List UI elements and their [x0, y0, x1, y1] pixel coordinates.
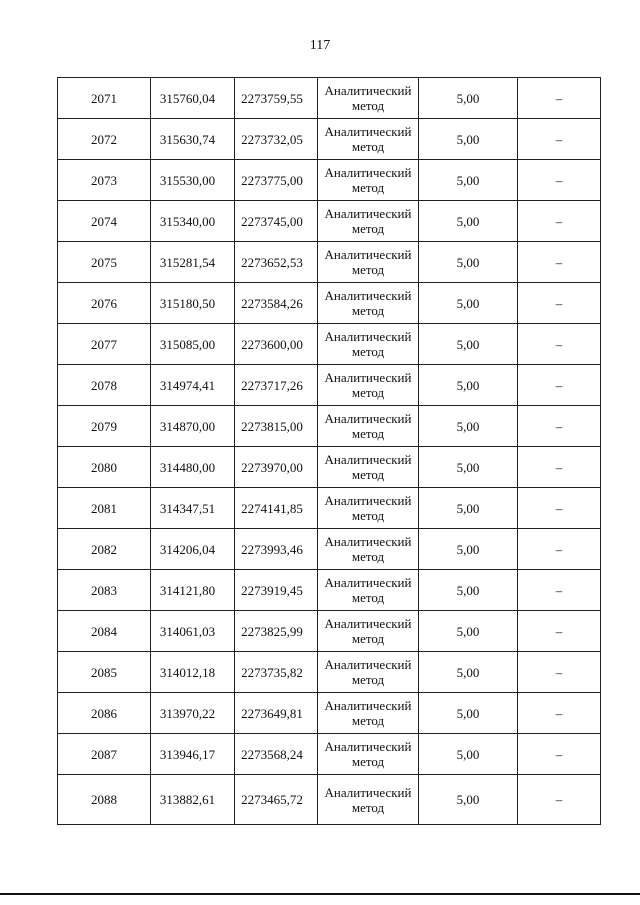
note-cell: – [518, 324, 601, 365]
method-cell: Аналитический метод [318, 693, 419, 734]
note-cell: – [518, 447, 601, 488]
x-coordinate-cell: 313970,22 [151, 693, 235, 734]
table-row [58, 611, 601, 652]
method-cell: Аналитический метод [318, 447, 419, 488]
x-coordinate-cell: 314206,04 [151, 529, 235, 570]
page-bottom-rule [0, 893, 640, 895]
x-coordinate-cell: 314480,00 [151, 447, 235, 488]
x-coordinate-cell: 315180,50 [151, 283, 235, 324]
x-coordinate-cell: 313882,61 [151, 775, 235, 825]
method-cell: Аналитический метод [318, 119, 419, 160]
method-cell: Аналитический метод [318, 242, 419, 283]
method-cell: Аналитический метод [318, 283, 419, 324]
method-cell: Аналитический метод [318, 734, 419, 775]
point-number-cell: 2086 [58, 693, 151, 734]
x-coordinate-cell: 315281,54 [151, 242, 235, 283]
note-cell: – [518, 242, 601, 283]
point-number-cell: 2083 [58, 570, 151, 611]
table-row [58, 78, 601, 119]
point-number-cell: 2080 [58, 447, 151, 488]
x-coordinate-cell: 315085,00 [151, 324, 235, 365]
coordinates-table-body [58, 78, 601, 825]
method-cell: Аналитический метод [318, 160, 419, 201]
table-row [58, 160, 601, 201]
point-number-cell: 2072 [58, 119, 151, 160]
y-coordinate-cell: 2273919,45 [235, 570, 318, 611]
y-coordinate-cell: 2273735,82 [235, 652, 318, 693]
point-number-cell: 2082 [58, 529, 151, 570]
accuracy-cell: 5,00 [419, 488, 518, 529]
point-number-cell: 2084 [58, 611, 151, 652]
accuracy-cell: 5,00 [419, 242, 518, 283]
accuracy-cell: 5,00 [419, 78, 518, 119]
y-coordinate-cell: 2273652,53 [235, 242, 318, 283]
table-row [58, 570, 601, 611]
point-number-cell: 2075 [58, 242, 151, 283]
table-row [58, 529, 601, 570]
y-coordinate-cell: 2273568,24 [235, 734, 318, 775]
note-cell: – [518, 611, 601, 652]
y-coordinate-cell: 2273759,55 [235, 78, 318, 119]
x-coordinate-cell: 314061,03 [151, 611, 235, 652]
x-coordinate-cell: 314974,41 [151, 365, 235, 406]
table-row [58, 242, 601, 283]
table-row [58, 488, 601, 529]
method-cell: Аналитический метод [318, 365, 419, 406]
x-coordinate-cell: 315530,00 [151, 160, 235, 201]
accuracy-cell: 5,00 [419, 570, 518, 611]
y-coordinate-cell: 2273970,00 [235, 447, 318, 488]
accuracy-cell: 5,00 [419, 734, 518, 775]
x-coordinate-cell: 313946,17 [151, 734, 235, 775]
point-number-cell: 2079 [58, 406, 151, 447]
y-coordinate-cell: 2273465,72 [235, 775, 318, 825]
method-cell: Аналитический метод [318, 78, 419, 119]
method-cell: Аналитический метод [318, 324, 419, 365]
table-row [58, 324, 601, 365]
y-coordinate-cell: 2273993,46 [235, 529, 318, 570]
table-row [58, 119, 601, 160]
accuracy-cell: 5,00 [419, 201, 518, 242]
note-cell: – [518, 529, 601, 570]
note-cell: – [518, 283, 601, 324]
method-cell: Аналитический метод [318, 570, 419, 611]
x-coordinate-cell: 314347,51 [151, 488, 235, 529]
y-coordinate-cell: 2273775,00 [235, 160, 318, 201]
y-coordinate-cell: 2273745,00 [235, 201, 318, 242]
y-coordinate-cell: 2273649,81 [235, 693, 318, 734]
point-number-cell: 2071 [58, 78, 151, 119]
point-number-cell: 2088 [58, 775, 151, 825]
x-coordinate-cell: 315760,04 [151, 78, 235, 119]
point-number-cell: 2074 [58, 201, 151, 242]
accuracy-cell: 5,00 [419, 652, 518, 693]
method-cell: Аналитический метод [318, 406, 419, 447]
method-cell: Аналитический метод [318, 488, 419, 529]
y-coordinate-cell: 2273717,26 [235, 365, 318, 406]
method-cell: Аналитический метод [318, 529, 419, 570]
page-number: 117 [309, 38, 331, 53]
accuracy-cell: 5,00 [419, 283, 518, 324]
table-row [58, 447, 601, 488]
accuracy-cell: 5,00 [419, 119, 518, 160]
y-coordinate-cell: 2274141,85 [235, 488, 318, 529]
x-coordinate-cell: 315630,74 [151, 119, 235, 160]
method-cell: Аналитический метод [318, 201, 419, 242]
table-row [58, 693, 601, 734]
table-row [58, 734, 601, 775]
y-coordinate-cell: 2273815,00 [235, 406, 318, 447]
note-cell: – [518, 693, 601, 734]
point-number-cell: 2077 [58, 324, 151, 365]
accuracy-cell: 5,00 [419, 160, 518, 201]
accuracy-cell: 5,00 [419, 693, 518, 734]
note-cell: – [518, 570, 601, 611]
method-cell: Аналитический метод [318, 611, 419, 652]
note-cell: – [518, 775, 601, 825]
accuracy-cell: 5,00 [419, 324, 518, 365]
accuracy-cell: 5,00 [419, 447, 518, 488]
note-cell: – [518, 78, 601, 119]
accuracy-cell: 5,00 [419, 529, 518, 570]
table-row [58, 406, 601, 447]
table-row [58, 775, 601, 825]
accuracy-cell: 5,00 [419, 406, 518, 447]
accuracy-cell: 5,00 [419, 611, 518, 652]
x-coordinate-cell: 314870,00 [151, 406, 235, 447]
x-coordinate-cell: 315340,00 [151, 201, 235, 242]
note-cell: – [518, 365, 601, 406]
accuracy-cell: 5,00 [419, 365, 518, 406]
y-coordinate-cell: 2273825,99 [235, 611, 318, 652]
point-number-cell: 2076 [58, 283, 151, 324]
point-number-cell: 2085 [58, 652, 151, 693]
x-coordinate-cell: 314121,80 [151, 570, 235, 611]
point-number-cell: 2073 [58, 160, 151, 201]
table-row [58, 365, 601, 406]
accuracy-cell: 5,00 [419, 775, 518, 825]
table-row [58, 652, 601, 693]
point-number-cell: 2081 [58, 488, 151, 529]
coordinates-table [57, 77, 601, 825]
table-row [58, 201, 601, 242]
point-number-cell: 2087 [58, 734, 151, 775]
y-coordinate-cell: 2273732,05 [235, 119, 318, 160]
note-cell: – [518, 652, 601, 693]
note-cell: – [518, 160, 601, 201]
table-row [58, 283, 601, 324]
y-coordinate-cell: 2273600,00 [235, 324, 318, 365]
note-cell: – [518, 406, 601, 447]
note-cell: – [518, 119, 601, 160]
note-cell: – [518, 488, 601, 529]
y-coordinate-cell: 2273584,26 [235, 283, 318, 324]
point-number-cell: 2078 [58, 365, 151, 406]
method-cell: Аналитический метод [318, 652, 419, 693]
x-coordinate-cell: 314012,18 [151, 652, 235, 693]
method-cell: Аналитический метод [318, 775, 419, 825]
note-cell: – [518, 734, 601, 775]
note-cell: – [518, 201, 601, 242]
